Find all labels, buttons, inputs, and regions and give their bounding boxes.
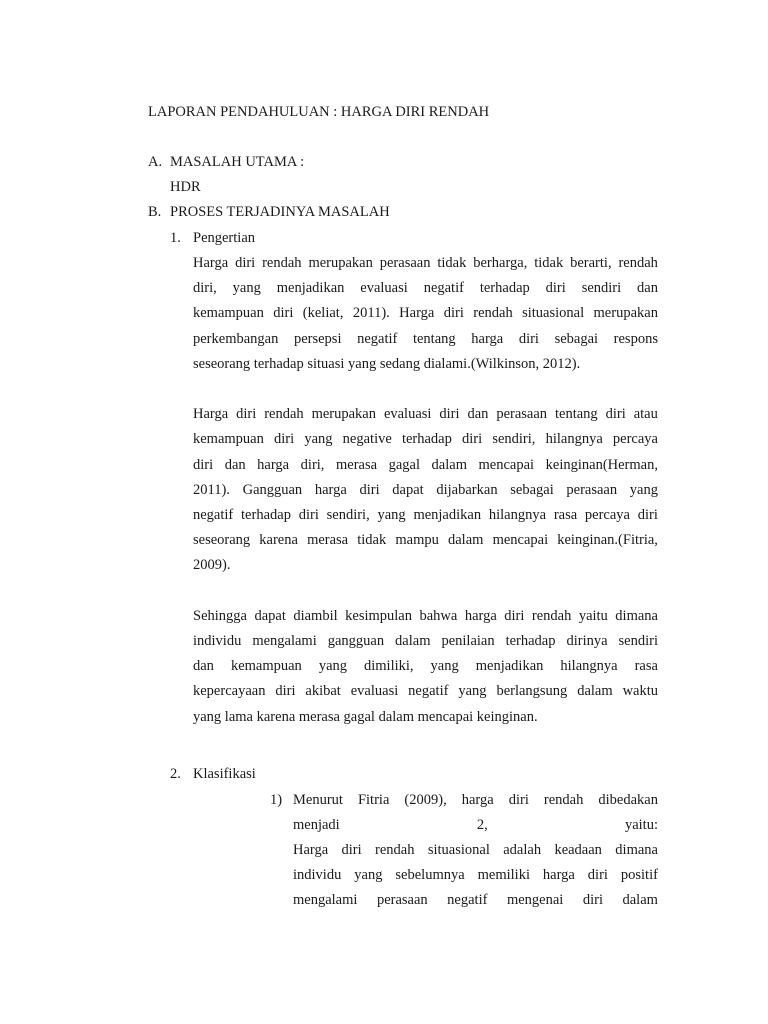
word: merupakan [593, 305, 658, 321]
word: sendiri, [492, 431, 536, 447]
word: seseorang [193, 532, 251, 548]
word: terhadap [241, 507, 291, 523]
para-line [293, 866, 658, 884]
word: tentang [555, 406, 598, 422]
word: rendah [262, 255, 302, 271]
word: mengenai [506, 892, 564, 908]
word: terhadap [479, 280, 530, 296]
word: yang [458, 683, 487, 699]
word: harga [464, 608, 497, 624]
section-a-heading: MASALAH UTAMA : [170, 154, 305, 170]
word: harga [542, 867, 575, 883]
word: adalah [503, 842, 542, 858]
word: diri [235, 255, 256, 271]
word: diri [504, 608, 525, 624]
word: sendiri [581, 280, 622, 296]
word: kemampuan [230, 658, 302, 674]
word: diri [341, 842, 362, 858]
word: tidak [357, 532, 387, 548]
word: dalam [577, 683, 613, 699]
para-line [293, 841, 658, 859]
word: atau [633, 406, 658, 422]
word: dibedakan [598, 792, 658, 808]
para-line [293, 791, 658, 809]
word: Menurut [293, 792, 343, 808]
word: diri [443, 305, 464, 321]
word: dalam [431, 457, 467, 473]
word: gangguan [327, 633, 385, 649]
para-line [193, 430, 658, 448]
para-line [193, 330, 658, 348]
word: yang [629, 482, 658, 498]
para-line: yang lama karena merasa gagal dalam mencapai keinginan. [193, 709, 538, 725]
word: diri [605, 406, 626, 422]
word: kemampuan [193, 431, 264, 447]
word: menjadi [293, 817, 340, 833]
word: yaitu [578, 608, 608, 624]
word: diambil [293, 608, 338, 624]
word: rendah [543, 792, 584, 808]
word: Harga [193, 406, 229, 422]
word: bahwa [419, 608, 458, 624]
word: harga [461, 792, 494, 808]
para-line [193, 405, 658, 423]
word: diri, [300, 457, 325, 473]
word: keadaan [554, 842, 602, 858]
para-line [193, 456, 658, 474]
word: sendiri, [326, 507, 370, 523]
word: diri [298, 507, 319, 523]
word: dimana [615, 608, 658, 624]
word: evaluasi [350, 683, 399, 699]
word: mengalami [293, 892, 358, 908]
word: dimana [615, 842, 658, 858]
para-line [193, 657, 658, 675]
word: diri [582, 892, 603, 908]
word: negatif [408, 683, 449, 699]
para-line: 2009). [193, 557, 231, 573]
word: hilangnya [488, 507, 547, 523]
para-line [193, 682, 658, 700]
word: kemampuan [193, 305, 264, 321]
word: percaya [584, 507, 630, 523]
word: menjadikan [475, 658, 544, 674]
word: diri [359, 482, 380, 498]
word: rasa [553, 507, 578, 523]
word: mengalami [252, 633, 317, 649]
section-b-marker: B. [148, 204, 162, 220]
word: dan [224, 457, 246, 473]
word: merasa [307, 532, 349, 548]
word: sendiri [618, 633, 658, 649]
para-line [193, 254, 658, 272]
word: diri [273, 305, 294, 321]
item-1-heading: Pengertian [193, 230, 256, 246]
word: dalam [622, 892, 658, 908]
word: diri [637, 507, 658, 523]
word: berlangsung [496, 683, 568, 699]
word: diri [508, 792, 529, 808]
word: positif [620, 867, 658, 883]
word: memiliki [477, 867, 530, 883]
word: dimiliki, [364, 658, 414, 674]
word: berharga, [473, 255, 528, 271]
word: dirinya [566, 633, 608, 649]
word: perasaan [496, 406, 548, 422]
document-title: LAPORAN PENDAHULUAN : HARGA DIRI RENDAH [148, 104, 490, 120]
para-line [193, 531, 658, 549]
word: (keliat, [302, 305, 344, 321]
word: sebagai [554, 331, 599, 347]
word: diri [275, 683, 296, 699]
word: hilangnya [560, 658, 618, 674]
word: terhadap [505, 633, 556, 649]
word: sebagai [510, 482, 554, 498]
word: individu [293, 867, 342, 883]
item-2-marker: 2. [170, 766, 181, 782]
word: rendah [375, 842, 415, 858]
word: waktu [622, 683, 658, 699]
word: perasaan [379, 255, 431, 271]
word: merupakan [308, 255, 373, 271]
word: Fitria [357, 792, 390, 808]
word: yang [318, 658, 347, 674]
word: rendah [473, 305, 513, 321]
word: Gangguan [242, 482, 303, 498]
para-line [193, 481, 658, 499]
item-1-marker: 1. [170, 230, 181, 246]
para-line [193, 279, 658, 297]
word: Harga [193, 255, 229, 271]
word: merupakan [311, 406, 376, 422]
word: menjadikan [276, 280, 345, 296]
word: harga [471, 331, 504, 347]
item-2-heading: Klasifikasi [193, 766, 256, 782]
word: tentang [412, 331, 456, 347]
word: terhadap [401, 431, 452, 447]
word: diri [545, 280, 566, 296]
word: negatif [193, 507, 234, 523]
para-line [193, 506, 658, 524]
word: dalam [395, 633, 431, 649]
para-line [293, 891, 658, 909]
word: perasaan [566, 482, 618, 498]
word: dapat [392, 482, 424, 498]
word: negatif [447, 892, 488, 908]
word: perasaan [376, 892, 428, 908]
word: akibat [305, 683, 341, 699]
word: diri, [193, 280, 217, 296]
word: mencapai [492, 532, 549, 548]
section-a-value: HDR [170, 179, 201, 195]
sub-item-1-marker: 1) [270, 792, 283, 808]
word: kepercayaan [193, 683, 266, 699]
word: tidak [437, 255, 467, 271]
word: diri [274, 431, 295, 447]
word: kesimpulan [345, 608, 412, 624]
word: rendah [264, 406, 304, 422]
word: yang [304, 431, 333, 447]
para-line-spread [293, 816, 658, 834]
word: situasional [427, 842, 490, 858]
word: Harga [399, 305, 435, 321]
word: persepsi [293, 331, 342, 347]
word: Sehingga [193, 608, 247, 624]
word: evaluasi [383, 406, 432, 422]
word: negatif [357, 331, 398, 347]
word: (2009), [404, 792, 447, 808]
word: diri [462, 431, 483, 447]
word: individu [193, 633, 242, 649]
word: evaluasi [360, 280, 408, 296]
section-a-marker: A. [148, 154, 163, 170]
word: berarti, [570, 255, 612, 271]
para-line [193, 632, 658, 650]
word: mencapai [478, 457, 535, 473]
word: tidak [534, 255, 564, 271]
word: diri [236, 406, 257, 422]
word: dan [193, 658, 214, 674]
word: yang [232, 280, 261, 296]
word: keinginan(Herman, [545, 457, 658, 473]
word: karena [259, 532, 298, 548]
word: dalam [448, 532, 484, 548]
word: dijabarkan [436, 482, 498, 498]
para-line [193, 607, 658, 625]
word: Harga [293, 842, 329, 858]
para-line [193, 304, 658, 322]
word: diri [193, 457, 214, 473]
word: yang [354, 867, 383, 883]
word: 2011). [193, 482, 230, 498]
word: diri [518, 331, 539, 347]
word: respons [613, 331, 658, 347]
word: yang [430, 658, 459, 674]
word: rasa [634, 658, 658, 674]
word: sebelumnya [395, 867, 465, 883]
word: penilaian [441, 633, 495, 649]
word: rendah [531, 608, 572, 624]
word: menjadikan [413, 507, 482, 523]
word: diri [439, 406, 460, 422]
section-b-heading: PROSES TERJADINYA MASALAH [170, 204, 390, 220]
word: harga [257, 457, 290, 473]
word: keinginan.(Fitria, [557, 532, 658, 548]
word: gagal [388, 457, 420, 473]
word: negative [342, 431, 392, 447]
word: 2011). [352, 305, 390, 321]
word: mampu [395, 532, 439, 548]
word: perkembangan [193, 331, 279, 347]
word: merasa [335, 457, 378, 473]
word: 2, [476, 817, 488, 833]
word: negatif [423, 280, 464, 296]
word: percaya [612, 431, 658, 447]
word: situasional [522, 305, 585, 321]
word: yaitu: [624, 817, 658, 833]
word: rendah [618, 255, 658, 271]
word: dan [637, 280, 658, 296]
word: diri [587, 867, 608, 883]
word: hilangnya [545, 431, 603, 447]
para-line: seseorang terhadap situasi yang sedang dialami.(Wilkinson, 2012). [193, 356, 581, 372]
word: dapat [254, 608, 286, 624]
word: dan [467, 406, 489, 422]
word: harga [314, 482, 347, 498]
word: yang [377, 507, 406, 523]
